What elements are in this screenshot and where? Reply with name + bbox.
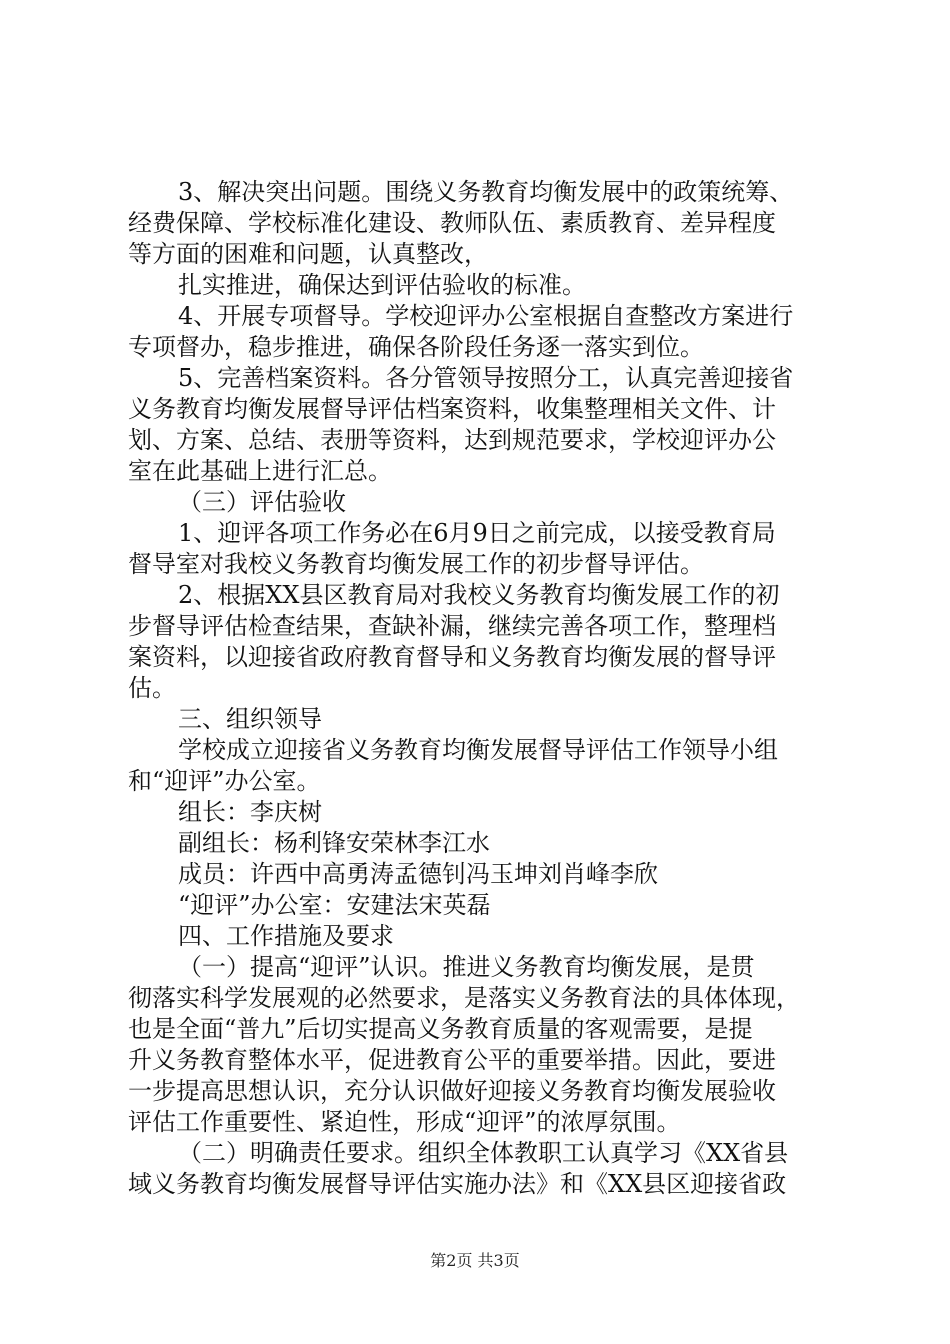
text-line: 督导室对我校义务教育均衡发展工作的初步督导评估。 — [128, 550, 704, 578]
text-line: 升义务教育整体水平，促进教育公平的重要举措。因此，要进 — [128, 1046, 776, 1074]
page-number-footer: 第2页 共3页 — [430, 1251, 520, 1270]
section-heading: 三、组织领导 — [178, 705, 322, 733]
text-line: 室在此基础上进行汇总。 — [128, 457, 392, 485]
text-line: 估。 — [128, 674, 176, 702]
text-line: （一）提高“迎评”认识。推进义务教育均衡发展，是贯 — [178, 953, 755, 981]
text-line: 等方面的困难和问题，认真整改， — [128, 240, 488, 268]
section-heading: 四、工作措施及要求 — [178, 922, 394, 950]
text-line: 扎实推进，确保达到评估验收的标准。 — [178, 271, 586, 299]
text-line: 5、完善档案资料。各分管领导按照分工，认真完善迎接省 — [178, 364, 794, 392]
text-line: 1、迎评各项工作务必在6月9日之前完成，以接受教育局 — [178, 519, 776, 547]
text-line: 经费保障、学校标准化建设、教师队伍、素质教育、差异程度 — [128, 209, 776, 237]
text-line: 步督导评估检查结果，查缺补漏，继续完善各项工作，整理档 — [128, 612, 776, 640]
text-line: （二）明确责任要求。组织全体教职工认真学习《XX省县 — [178, 1139, 789, 1167]
text-line: 划、方案、总结、表册等资料，达到规范要求，学校迎评办公 — [128, 426, 776, 454]
text-line: 彻落实科学发展观的必然要求，是落实义务教育法的具体体现， — [128, 984, 800, 1012]
text-line: 义务教育均衡发展督导评估档案资料，收集整理相关文件、计 — [128, 395, 776, 423]
text-line: 4、开展专项督导。学校迎评办公室根据自查整改方案进行 — [178, 302, 794, 330]
text-line: “迎评”办公室：安建法宋英磊 — [178, 891, 491, 919]
text-line: 评估工作重要性、紧迫性，形成“迎评”的浓厚氛围。 — [128, 1108, 681, 1136]
text-line: 2、根据XX县区教育局对我校义务教育均衡发展工作的初 — [178, 581, 780, 609]
text-line: 一步提高思想认识，充分认识做好迎接义务教育均衡发展验收 — [128, 1077, 776, 1105]
text-line: 副组长：杨利锋安荣林李江水 — [178, 829, 490, 857]
text-line: 专项督办，稳步推进，确保各阶段任务逐一落实到位。 — [128, 333, 704, 361]
text-line: 学校成立迎接省义务教育均衡发展督导评估工作领导小组 — [178, 736, 778, 764]
text-line: 和“迎评”办公室。 — [128, 767, 321, 795]
section-heading: （三）评估验收 — [178, 488, 346, 516]
text-line: 案资料，以迎接省政府教育督导和义务教育均衡发展的督导评 — [128, 643, 776, 671]
text-line: 也是全面“普九”后切实提高义务教育质量的客观需要，是提 — [128, 1015, 753, 1043]
text-line: 成员：许西中高勇涛孟德钊冯玉坤刘肖峰李欣 — [178, 860, 658, 888]
text-line: 3、解决突出问题。围绕义务教育均衡发展中的政策统筹、 — [178, 178, 794, 206]
text-line: 域义务教育均衡发展督导评估实施办法》和《XX县区迎接省政 — [128, 1170, 787, 1198]
text-line: 组长：李庆树 — [178, 798, 322, 826]
